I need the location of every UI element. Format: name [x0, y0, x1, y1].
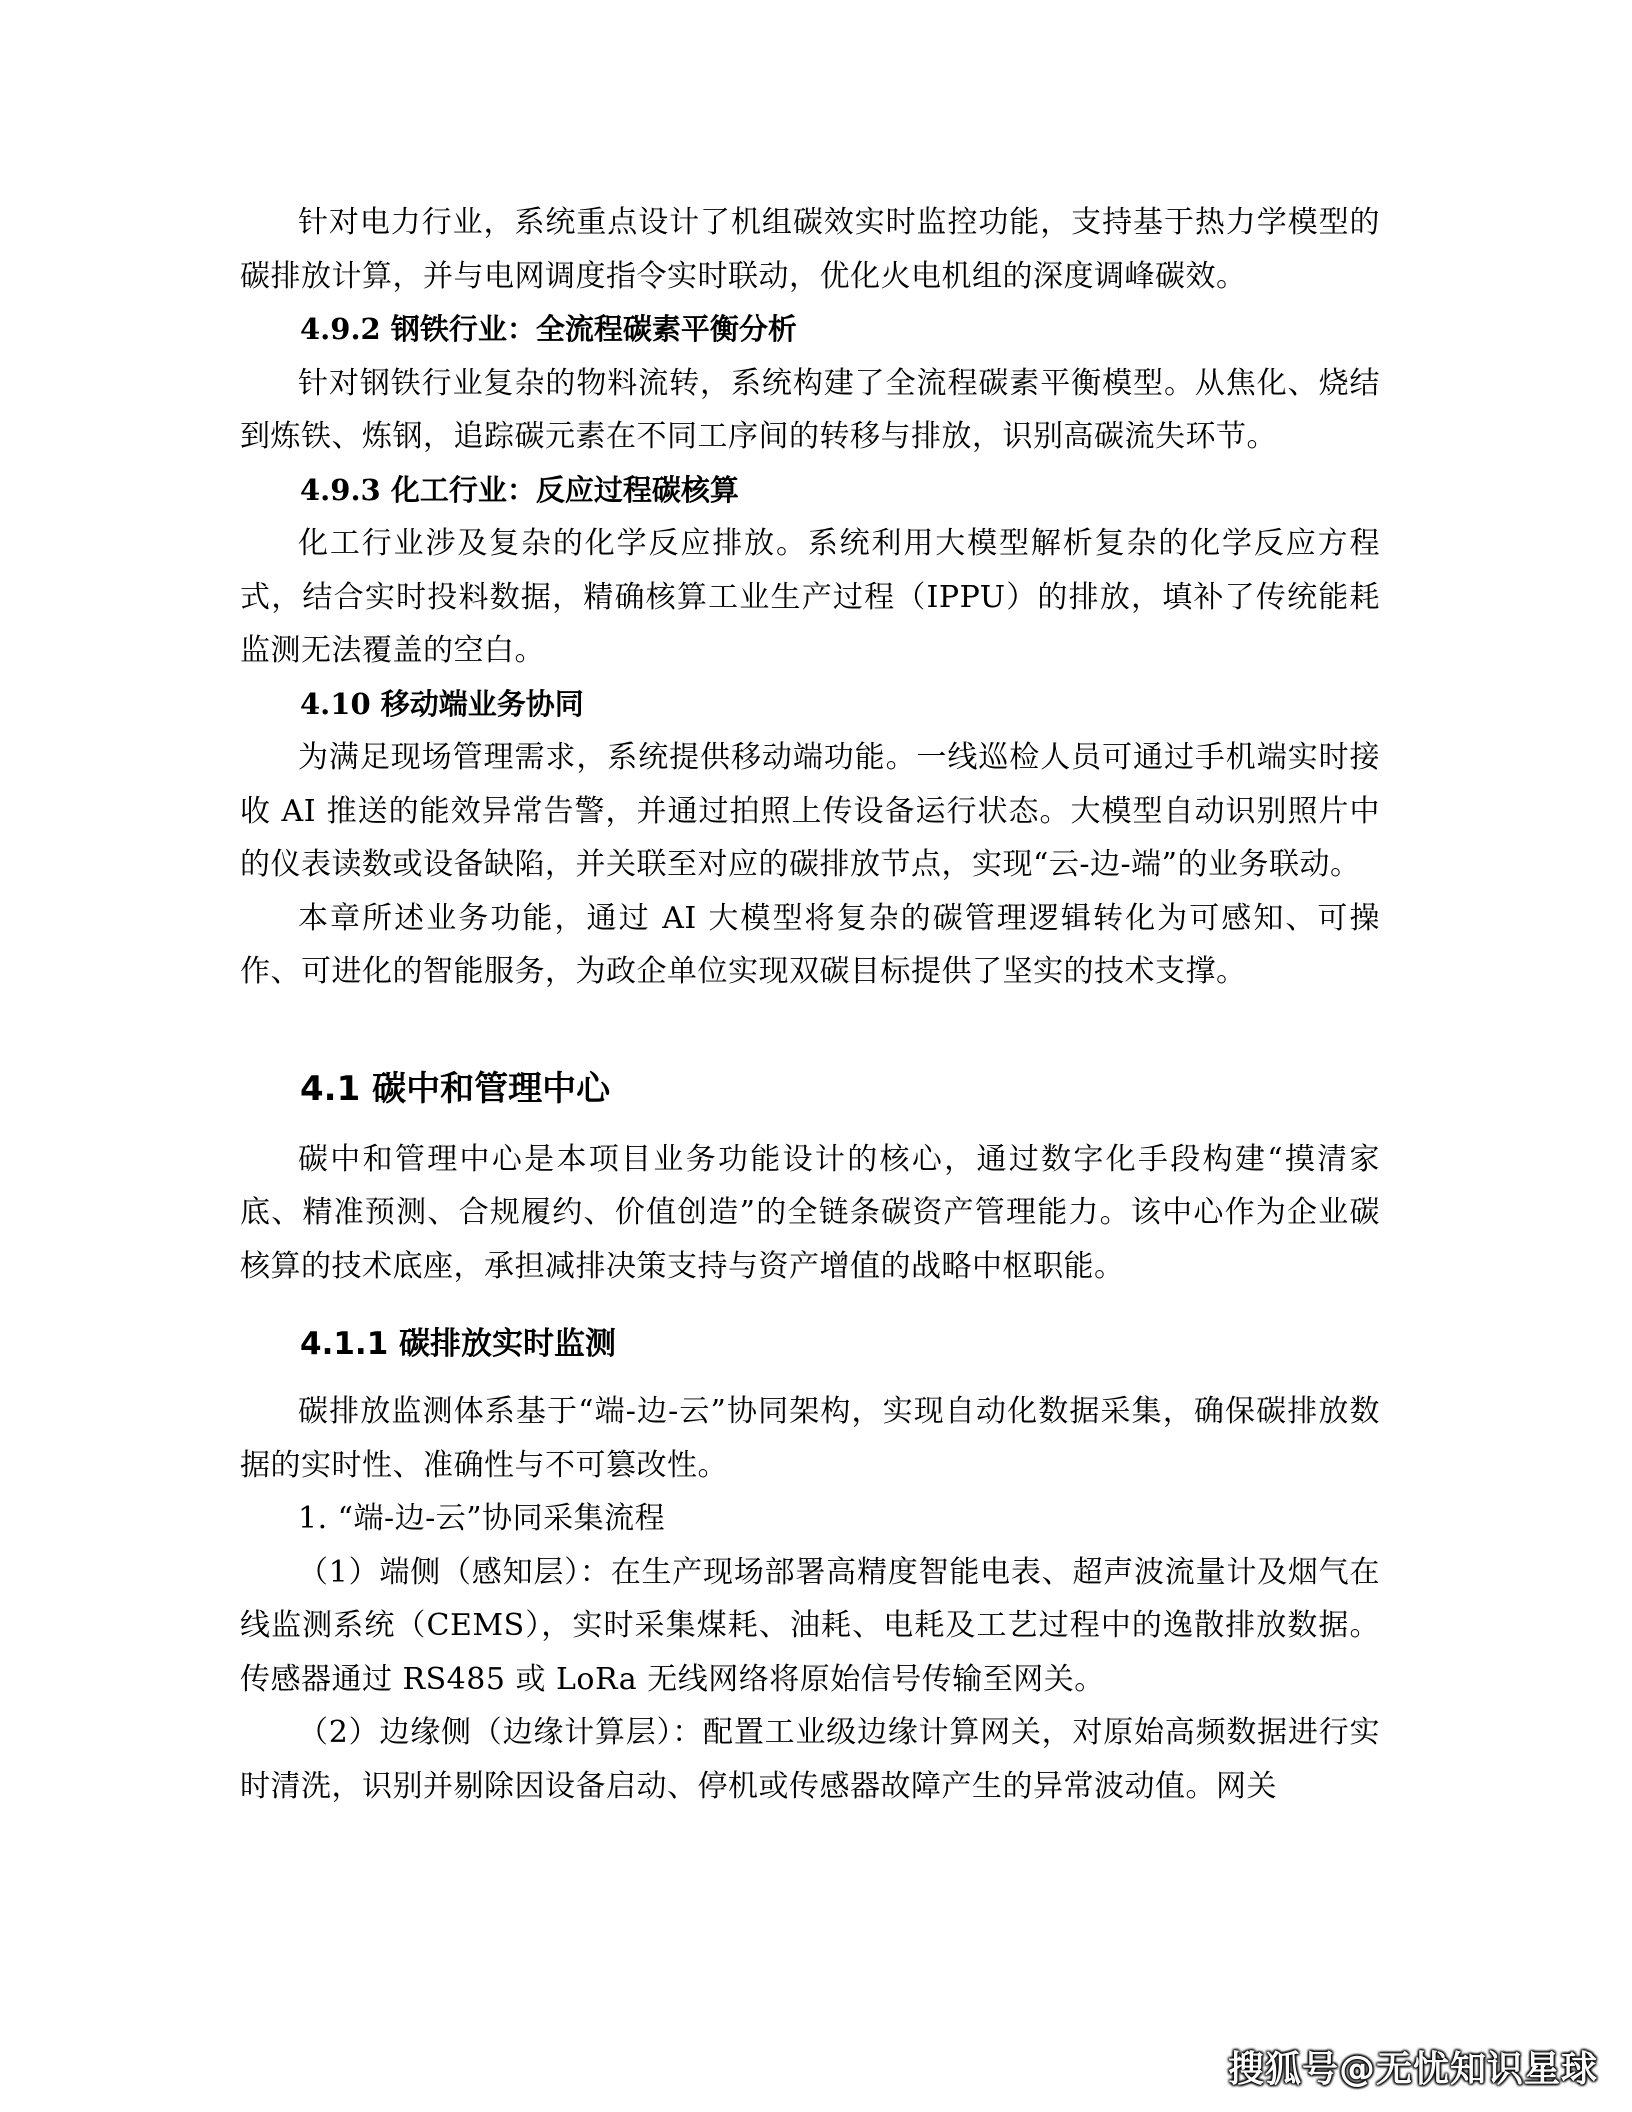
paragraph-end-side: （1）端侧（感知层）：在生产现场部署高精度智能电表、超声波流量计及烟气在线监测系统（CEMS），实时采集煤耗、油耗、电耗及工艺过程中的逸散排放数据。传感器通过 RS485 或 LoRa 无线网络将原始信号传输至网关。 — [240, 1554, 1380, 1697]
heading-4-1: 4.1 碳中和管理中心 — [300, 1068, 611, 1109]
paragraph-chemical-industry: 化工行业涉及复杂的化学反应排放。系统利用大模型解析复杂的化学反应方程式，结合实时投料数据，精确核算工业生产过程（IPPU）的排放，填补了传统能耗监测无法覆盖的空白。 — [240, 526, 1380, 668]
heading-4-10: 4.10 移动端业务协同 — [300, 686, 584, 721]
paragraph-carbon-center: 碳中和管理中心是本项目业务功能设计的核心，通过数字化手段构建“摸清家底、精准预测、合规履约、价值创造”的全链条碳资产管理能力。该中心作为企业碳核算的技术底座，承担减排决策支持与资产增值的战略中枢职能。 — [240, 1141, 1380, 1284]
paragraph-chapter-summary: 本章所述业务功能，通过 AI 大模型将复杂的碳管理逻辑转化为可感知、可操作、可进化的智能服务，为政企单位实现双碳目标提供了坚实的技术支撑。 — [240, 900, 1380, 989]
paragraph-edge-side: （2）边缘侧（边缘计算层）：配置工业级边缘计算网关，对原始高频数据进行实时清洗，识别并剔除因设备启动、停机或传感器故障产生的异常波动值。网关 — [240, 1715, 1380, 1804]
paragraph-steel-industry: 针对钢铁行业复杂的物料流转，系统构建了全流程碳素平衡模型。从焦化、烧结到炼铁、炼钢，追踪碳元素在不同工序间的转移与排放，识别高碳流失环节。 — [240, 365, 1380, 454]
heading-4-9-3: 4.9.3 化工行业：反应过程碳核算 — [300, 472, 739, 507]
paragraph-power-industry: 针对电力行业，系统重点设计了机组碳效实时监控功能，支持基于热力学模型的碳排放计算，并与电网调度指令实时联动，优化火电机组的深度调峰碳效。 — [240, 205, 1380, 294]
heading-4-1-1: 4.1.1 碳排放实时监测 — [300, 1326, 617, 1362]
heading-4-9-2: 4.9.2 钢铁行业：全流程碳素平衡分析 — [300, 312, 797, 346]
paragraph-collection-flow: 1. “端-边-云”协同采集流程 — [298, 1501, 666, 1536]
paragraph-mobile-collab: 为满足现场管理需求，系统提供移动端功能。一线巡检人员可通过手机端实时接收 AI 推送的能效异常告警，并通过拍照上传设备运行状态。大模型自动识别照片中的仪表读数或设备缺陷，并关联至对应的碳排放节点，实现“云-边-端”的业务联动。 — [240, 740, 1380, 882]
paragraph-monitoring-system: 碳排放监测体系基于“端-边-云”协同架构，实现自动化数据采集，确保碳排放数据的实时性、准确性与不可篡改性。 — [240, 1394, 1380, 1483]
document-page — [240, 196, 1380, 1813]
watermark-text: 搜狐号@无忧知识星球 — [1227, 2049, 1598, 2090]
